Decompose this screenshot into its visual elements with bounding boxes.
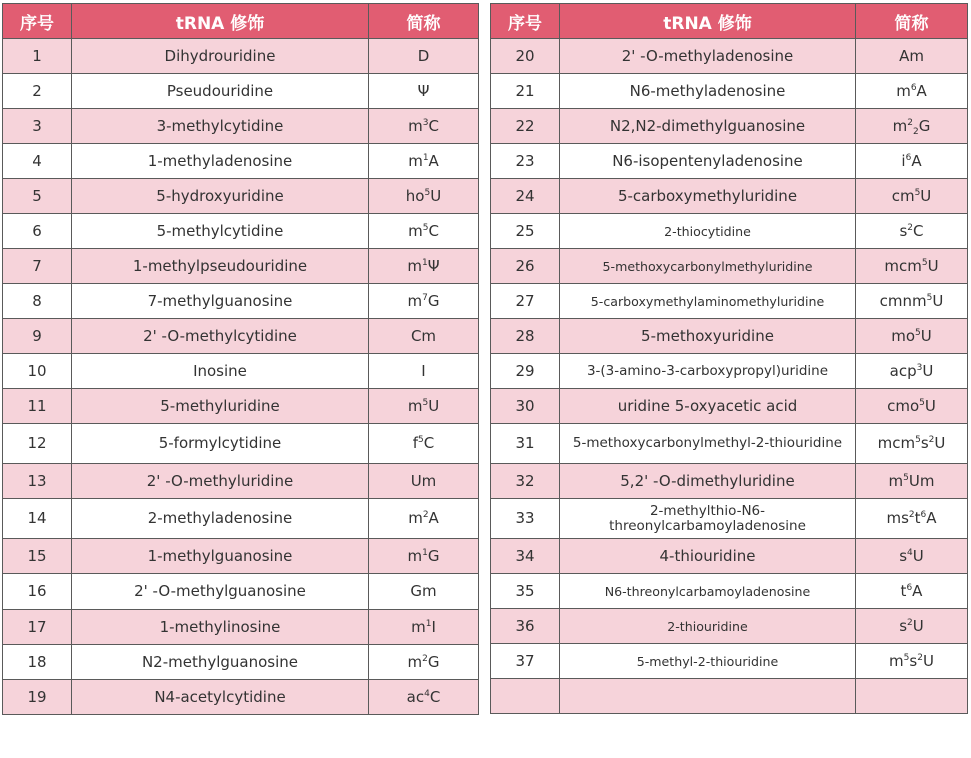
abbr-text: cmo xyxy=(887,396,920,415)
row-number: 37 xyxy=(491,644,560,679)
modification-name: 1-methylinosine xyxy=(72,610,369,645)
abbr-text: m xyxy=(888,471,904,490)
table-row xyxy=(3,144,479,179)
abbr-text: m xyxy=(408,151,423,170)
row-number: 28 xyxy=(491,319,560,354)
modification-abbreviation xyxy=(856,499,968,539)
modification-abbreviation xyxy=(369,574,479,610)
abbr-superscript: 1 xyxy=(425,618,432,629)
table-row xyxy=(3,424,479,464)
empty-row xyxy=(491,679,968,714)
abbr-text: U xyxy=(912,616,924,635)
table-row xyxy=(3,389,479,424)
header-modification: tRNA 修饰 xyxy=(72,4,369,39)
abbr-superscript: 2 xyxy=(907,117,913,128)
abbr-text: C xyxy=(429,687,441,706)
modification-name: N6-methyladenosine xyxy=(560,74,856,109)
abbr-superscript: 1 xyxy=(422,547,428,558)
modification-abbreviation xyxy=(856,284,968,319)
row-number: 5 xyxy=(3,179,72,214)
abbr-text: s xyxy=(899,546,908,565)
table-row xyxy=(3,249,479,284)
abbr-text: acp xyxy=(889,361,917,380)
row-number: 7 xyxy=(3,249,72,284)
modification-abbreviation xyxy=(369,645,479,680)
table-row xyxy=(3,645,479,680)
modification-name: 5-methyl-2-thiouridine xyxy=(560,644,856,679)
header-number: 序号 xyxy=(3,4,72,39)
row-number: 16 xyxy=(3,574,72,610)
abbr-text: Am xyxy=(899,46,924,65)
row-number: 15 xyxy=(3,539,72,574)
table-row xyxy=(491,214,968,249)
abbr-text: s xyxy=(899,616,908,635)
abbr-text: ms xyxy=(886,509,909,527)
abbr-text: mo xyxy=(891,326,916,345)
abbr-text: s xyxy=(909,651,918,670)
modification-abbreviation xyxy=(369,109,479,144)
table-row xyxy=(491,574,968,609)
abbr-text: ho xyxy=(405,186,425,205)
abbr-superscript: 2 xyxy=(907,222,914,233)
table-row xyxy=(3,610,479,645)
row-number: 31 xyxy=(491,424,560,464)
abbr-superscript: 5 xyxy=(926,292,933,303)
modification-abbreviation xyxy=(856,144,968,179)
modification-name: 5,2' -O-dimethyluridine xyxy=(560,464,856,499)
abbr-text: U xyxy=(922,361,934,380)
table-row xyxy=(491,39,968,74)
table-row xyxy=(3,214,479,249)
modification-name: Inosine xyxy=(72,354,369,389)
abbr-text: Um xyxy=(410,471,437,490)
abbr-text: s xyxy=(899,221,908,240)
row-number: 21 xyxy=(491,74,560,109)
modification-abbreviation xyxy=(369,319,479,354)
abbr-superscript: 5 xyxy=(921,257,928,268)
header-row xyxy=(491,4,968,39)
abbr-superscript: 5 xyxy=(914,187,921,198)
abbr-text: mcm xyxy=(884,256,922,275)
abbr-text: G xyxy=(427,291,440,310)
modification-abbreviation xyxy=(369,354,479,389)
modification-name: 5-formylcytidine xyxy=(72,424,369,464)
modification-abbreviation xyxy=(856,319,968,354)
abbr-text: Gm xyxy=(410,582,437,600)
modification-abbreviation xyxy=(856,74,968,109)
row-number: 18 xyxy=(3,645,72,680)
modification-name: 5-methoxycarbonylmethyl-2-thiouridine xyxy=(560,424,856,464)
abbr-subscript: 2 xyxy=(913,126,919,137)
modification-name: 2' -O-methyluridine xyxy=(72,464,369,499)
abbr-text: Um xyxy=(908,471,935,490)
row-number: 17 xyxy=(3,610,72,645)
modification-name: 5-carboxymethyluridine xyxy=(560,179,856,214)
abbr-text: I xyxy=(421,361,426,380)
table-row xyxy=(3,499,479,539)
table-row xyxy=(3,109,479,144)
modification-name: N6-threonylcarbamoyladenosine xyxy=(560,574,856,609)
table-row xyxy=(491,644,968,679)
abbr-text: U xyxy=(912,546,924,565)
header-number: 序号 xyxy=(491,4,560,39)
modification-name: 1-methylguanosine xyxy=(72,539,369,574)
table-row xyxy=(491,424,968,464)
row-number: 12 xyxy=(3,424,72,464)
modification-abbreviation xyxy=(856,644,968,679)
abbr-text: U xyxy=(428,396,440,415)
abbr-superscript: 2 xyxy=(908,510,915,520)
modification-abbreviation xyxy=(369,249,479,284)
abbr-text: m xyxy=(408,221,423,240)
row-number: 4 xyxy=(3,144,72,179)
modification-table-left xyxy=(2,3,479,715)
abbr-superscript: 1 xyxy=(422,257,428,268)
modification-name: 1-methylpseudouridine xyxy=(72,249,369,284)
modification-name: 5-methoxyuridine xyxy=(560,319,856,354)
modification-abbreviation xyxy=(856,609,968,644)
abbr-superscript: 2 xyxy=(422,510,429,520)
modification-abbreviation xyxy=(369,424,479,464)
row-number: 9 xyxy=(3,319,72,354)
abbr-text: I xyxy=(431,617,436,636)
abbr-text: cm xyxy=(891,186,915,205)
header-abbreviation: 简称 xyxy=(856,4,968,39)
modification-abbreviation xyxy=(369,74,479,109)
table-row xyxy=(491,354,968,389)
header-abbreviation: 简称 xyxy=(369,4,479,39)
table-row xyxy=(491,609,968,644)
row-number: 2 xyxy=(3,74,72,109)
abbr-text: i xyxy=(901,151,906,170)
modification-name: 2' -O-methyladenosine xyxy=(560,39,856,74)
abbr-text: m xyxy=(407,256,423,275)
table-row xyxy=(491,539,968,574)
modification-abbreviation xyxy=(369,539,479,574)
modification-name: 5-methylcytidine xyxy=(72,214,369,249)
abbr-superscript: 5 xyxy=(919,397,925,408)
abbr-superscript: 6 xyxy=(905,152,912,163)
abbr-text: U xyxy=(920,186,932,205)
modification-name: 5-methyluridine xyxy=(72,389,369,424)
abbr-text: C xyxy=(428,116,439,135)
modification-abbreviation xyxy=(369,144,479,179)
row-number: 3 xyxy=(3,109,72,144)
abbr-text: ac xyxy=(406,687,425,706)
modification-abbreviation xyxy=(369,680,479,715)
table-row xyxy=(3,574,479,610)
abbr-text: m xyxy=(411,617,426,636)
row-number: 23 xyxy=(491,144,560,179)
modification-abbreviation xyxy=(856,539,968,574)
row-number: 30 xyxy=(491,389,560,424)
abbr-text: A xyxy=(911,151,922,170)
row-number: 10 xyxy=(3,354,72,389)
table-row xyxy=(491,389,968,424)
modification-abbreviation xyxy=(856,389,968,424)
row-number: 13 xyxy=(3,464,72,499)
row-number: 32 xyxy=(491,464,560,499)
modification-abbreviation xyxy=(856,574,968,609)
abbr-text: f xyxy=(412,434,419,452)
row-number: 27 xyxy=(491,284,560,319)
modification-name: 3-methylcytidine xyxy=(72,109,369,144)
modification-table-right xyxy=(490,3,968,714)
modification-name: Pseudouridine xyxy=(72,74,369,109)
modification-abbreviation xyxy=(369,610,479,645)
abbr-text: m xyxy=(407,546,423,565)
modification-name: 1-methyladenosine xyxy=(72,144,369,179)
modification-abbreviation xyxy=(856,214,968,249)
abbr-superscript: 5 xyxy=(422,222,429,233)
row-number: 19 xyxy=(3,680,72,715)
empty-cell xyxy=(491,679,560,714)
abbr-superscript: 5 xyxy=(422,397,429,408)
modification-name: 2-methyladenosine xyxy=(72,499,369,539)
modification-abbreviation xyxy=(856,249,968,284)
abbr-text: m xyxy=(407,396,423,415)
abbr-text: Ψ xyxy=(417,81,430,100)
modification-name: 2-thiocytidine xyxy=(560,214,856,249)
abbr-text: t xyxy=(914,509,921,527)
abbr-text: m xyxy=(407,291,423,310)
table-row xyxy=(3,284,479,319)
modification-name: 5-carboxymethylaminomethyluridine xyxy=(560,284,856,319)
abbr-superscript: 2 xyxy=(422,653,428,664)
table-row xyxy=(491,499,968,539)
table-row xyxy=(3,680,479,715)
abbr-text: t xyxy=(900,581,907,600)
abbr-superscript: 5 xyxy=(903,652,910,663)
row-number: 36 xyxy=(491,609,560,644)
abbr-superscript: 1 xyxy=(422,152,429,163)
modification-abbreviation xyxy=(369,389,479,424)
table-row xyxy=(3,464,479,499)
empty-cell xyxy=(560,679,856,714)
abbr-text: G xyxy=(427,652,440,671)
abbr-text: mcm xyxy=(877,434,916,452)
abbr-text: C xyxy=(913,221,924,240)
modification-name: 2-thiouridine xyxy=(560,609,856,644)
row-number: 1 xyxy=(3,39,72,74)
abbr-superscript: 4 xyxy=(424,688,430,699)
row-number: 25 xyxy=(491,214,560,249)
table-row xyxy=(491,464,968,499)
row-number: 20 xyxy=(491,39,560,74)
modification-abbreviation xyxy=(369,499,479,539)
modification-name: 2' -O-methylcytidine xyxy=(72,319,369,354)
modification-name: 7-methylguanosine xyxy=(72,284,369,319)
abbr-text: D xyxy=(417,46,430,65)
modification-name: Dihydrouridine xyxy=(72,39,369,74)
abbr-text: A xyxy=(428,509,439,527)
table-row xyxy=(491,74,968,109)
header-row xyxy=(3,4,479,39)
abbr-text: U xyxy=(924,396,936,415)
modification-name: 5-methoxycarbonylmethyluridine xyxy=(560,249,856,284)
modification-abbreviation xyxy=(369,179,479,214)
abbr-text: U xyxy=(934,434,946,452)
row-number: 24 xyxy=(491,179,560,214)
abbr-text: Ψ xyxy=(427,256,440,275)
table-row xyxy=(3,74,479,109)
row-number: 6 xyxy=(3,214,72,249)
table-row xyxy=(3,319,479,354)
abbr-superscript: 6 xyxy=(920,510,927,520)
modification-abbreviation xyxy=(369,39,479,74)
abbr-superscript: 5 xyxy=(903,472,909,483)
modification-name: 4-thiouridine xyxy=(560,539,856,574)
abbr-superscript: 2 xyxy=(907,617,913,628)
modification-name: 5-hydroxyuridine xyxy=(72,179,369,214)
abbr-superscript: 5 xyxy=(915,327,921,338)
row-number: 11 xyxy=(3,389,72,424)
modification-name: N4-acetylcytidine xyxy=(72,680,369,715)
modification-abbreviation xyxy=(856,424,968,464)
table-row xyxy=(3,539,479,574)
abbr-superscript: 5 xyxy=(915,435,921,445)
abbr-text: A xyxy=(428,151,439,170)
abbr-superscript: 6 xyxy=(910,82,917,93)
row-number: 22 xyxy=(491,109,560,144)
abbr-text: U xyxy=(922,651,934,670)
modification-name: 3-(3-amino-3-carboxypropyl)uridine xyxy=(560,354,856,389)
abbr-text: s xyxy=(920,434,929,452)
modification-abbreviation xyxy=(856,354,968,389)
modification-abbreviation xyxy=(369,214,479,249)
abbr-text: U xyxy=(932,291,944,310)
modification-abbreviation xyxy=(856,179,968,214)
modification-name: N2-methylguanosine xyxy=(72,645,369,680)
table-row xyxy=(491,179,968,214)
table-row xyxy=(491,249,968,284)
abbr-text: m xyxy=(889,651,904,670)
empty-cell xyxy=(856,679,968,714)
abbr-superscript: 3 xyxy=(916,362,923,373)
abbr-text: A xyxy=(916,81,927,100)
abbr-text: m xyxy=(407,652,423,671)
table-row xyxy=(491,284,968,319)
abbr-text: cmnm xyxy=(879,291,927,310)
table-row xyxy=(491,109,968,144)
row-number: 34 xyxy=(491,539,560,574)
abbr-superscript: 3 xyxy=(422,117,429,128)
abbr-text: A xyxy=(912,581,923,600)
modification-abbreviation xyxy=(856,39,968,74)
modification-name: 2-methylthio-N6-threonylcarbamoyladenosine xyxy=(560,499,856,539)
abbr-text: G xyxy=(427,546,440,565)
abbr-text: A xyxy=(926,509,937,527)
row-number: 35 xyxy=(491,574,560,609)
abbr-text: C xyxy=(423,434,435,452)
abbr-text: U xyxy=(927,256,939,275)
abbr-superscript: 4 xyxy=(907,547,913,558)
modification-name: N2,N2-dimethylguanosine xyxy=(560,109,856,144)
abbr-text: Cm xyxy=(410,326,437,345)
row-number: 26 xyxy=(491,249,560,284)
abbr-text: m xyxy=(408,509,423,527)
abbr-text: G xyxy=(918,116,931,135)
abbr-text: C xyxy=(428,221,439,240)
abbr-text: m xyxy=(896,81,911,100)
modification-name: 2' -O-methylguanosine xyxy=(72,574,369,610)
table-row xyxy=(3,179,479,214)
row-number: 8 xyxy=(3,284,72,319)
abbr-superscript: 7 xyxy=(422,292,428,303)
modification-abbreviation xyxy=(369,284,479,319)
abbr-text: U xyxy=(430,186,442,205)
modification-abbreviation xyxy=(856,109,968,144)
table-row xyxy=(491,319,968,354)
modification-abbreviation xyxy=(856,464,968,499)
abbr-superscript: 2 xyxy=(928,435,935,445)
modification-name: uridine 5-oxyacetic acid xyxy=(560,389,856,424)
abbr-superscript: 6 xyxy=(906,582,913,593)
abbr-text: m xyxy=(892,116,908,135)
abbr-superscript: 5 xyxy=(424,187,431,198)
abbr-superscript: 5 xyxy=(418,435,424,445)
abbr-superscript: 2 xyxy=(917,652,923,663)
table-row xyxy=(491,144,968,179)
abbr-text: m xyxy=(408,116,423,135)
abbr-text: U xyxy=(920,326,932,345)
header-modification: tRNA 修饰 xyxy=(560,4,856,39)
table-row xyxy=(3,39,479,74)
modification-name: N6-isopentenyladenosine xyxy=(560,144,856,179)
modification-abbreviation xyxy=(369,464,479,499)
row-number: 29 xyxy=(491,354,560,389)
row-number: 33 xyxy=(491,499,560,539)
table-row xyxy=(3,354,479,389)
row-number: 14 xyxy=(3,499,72,539)
